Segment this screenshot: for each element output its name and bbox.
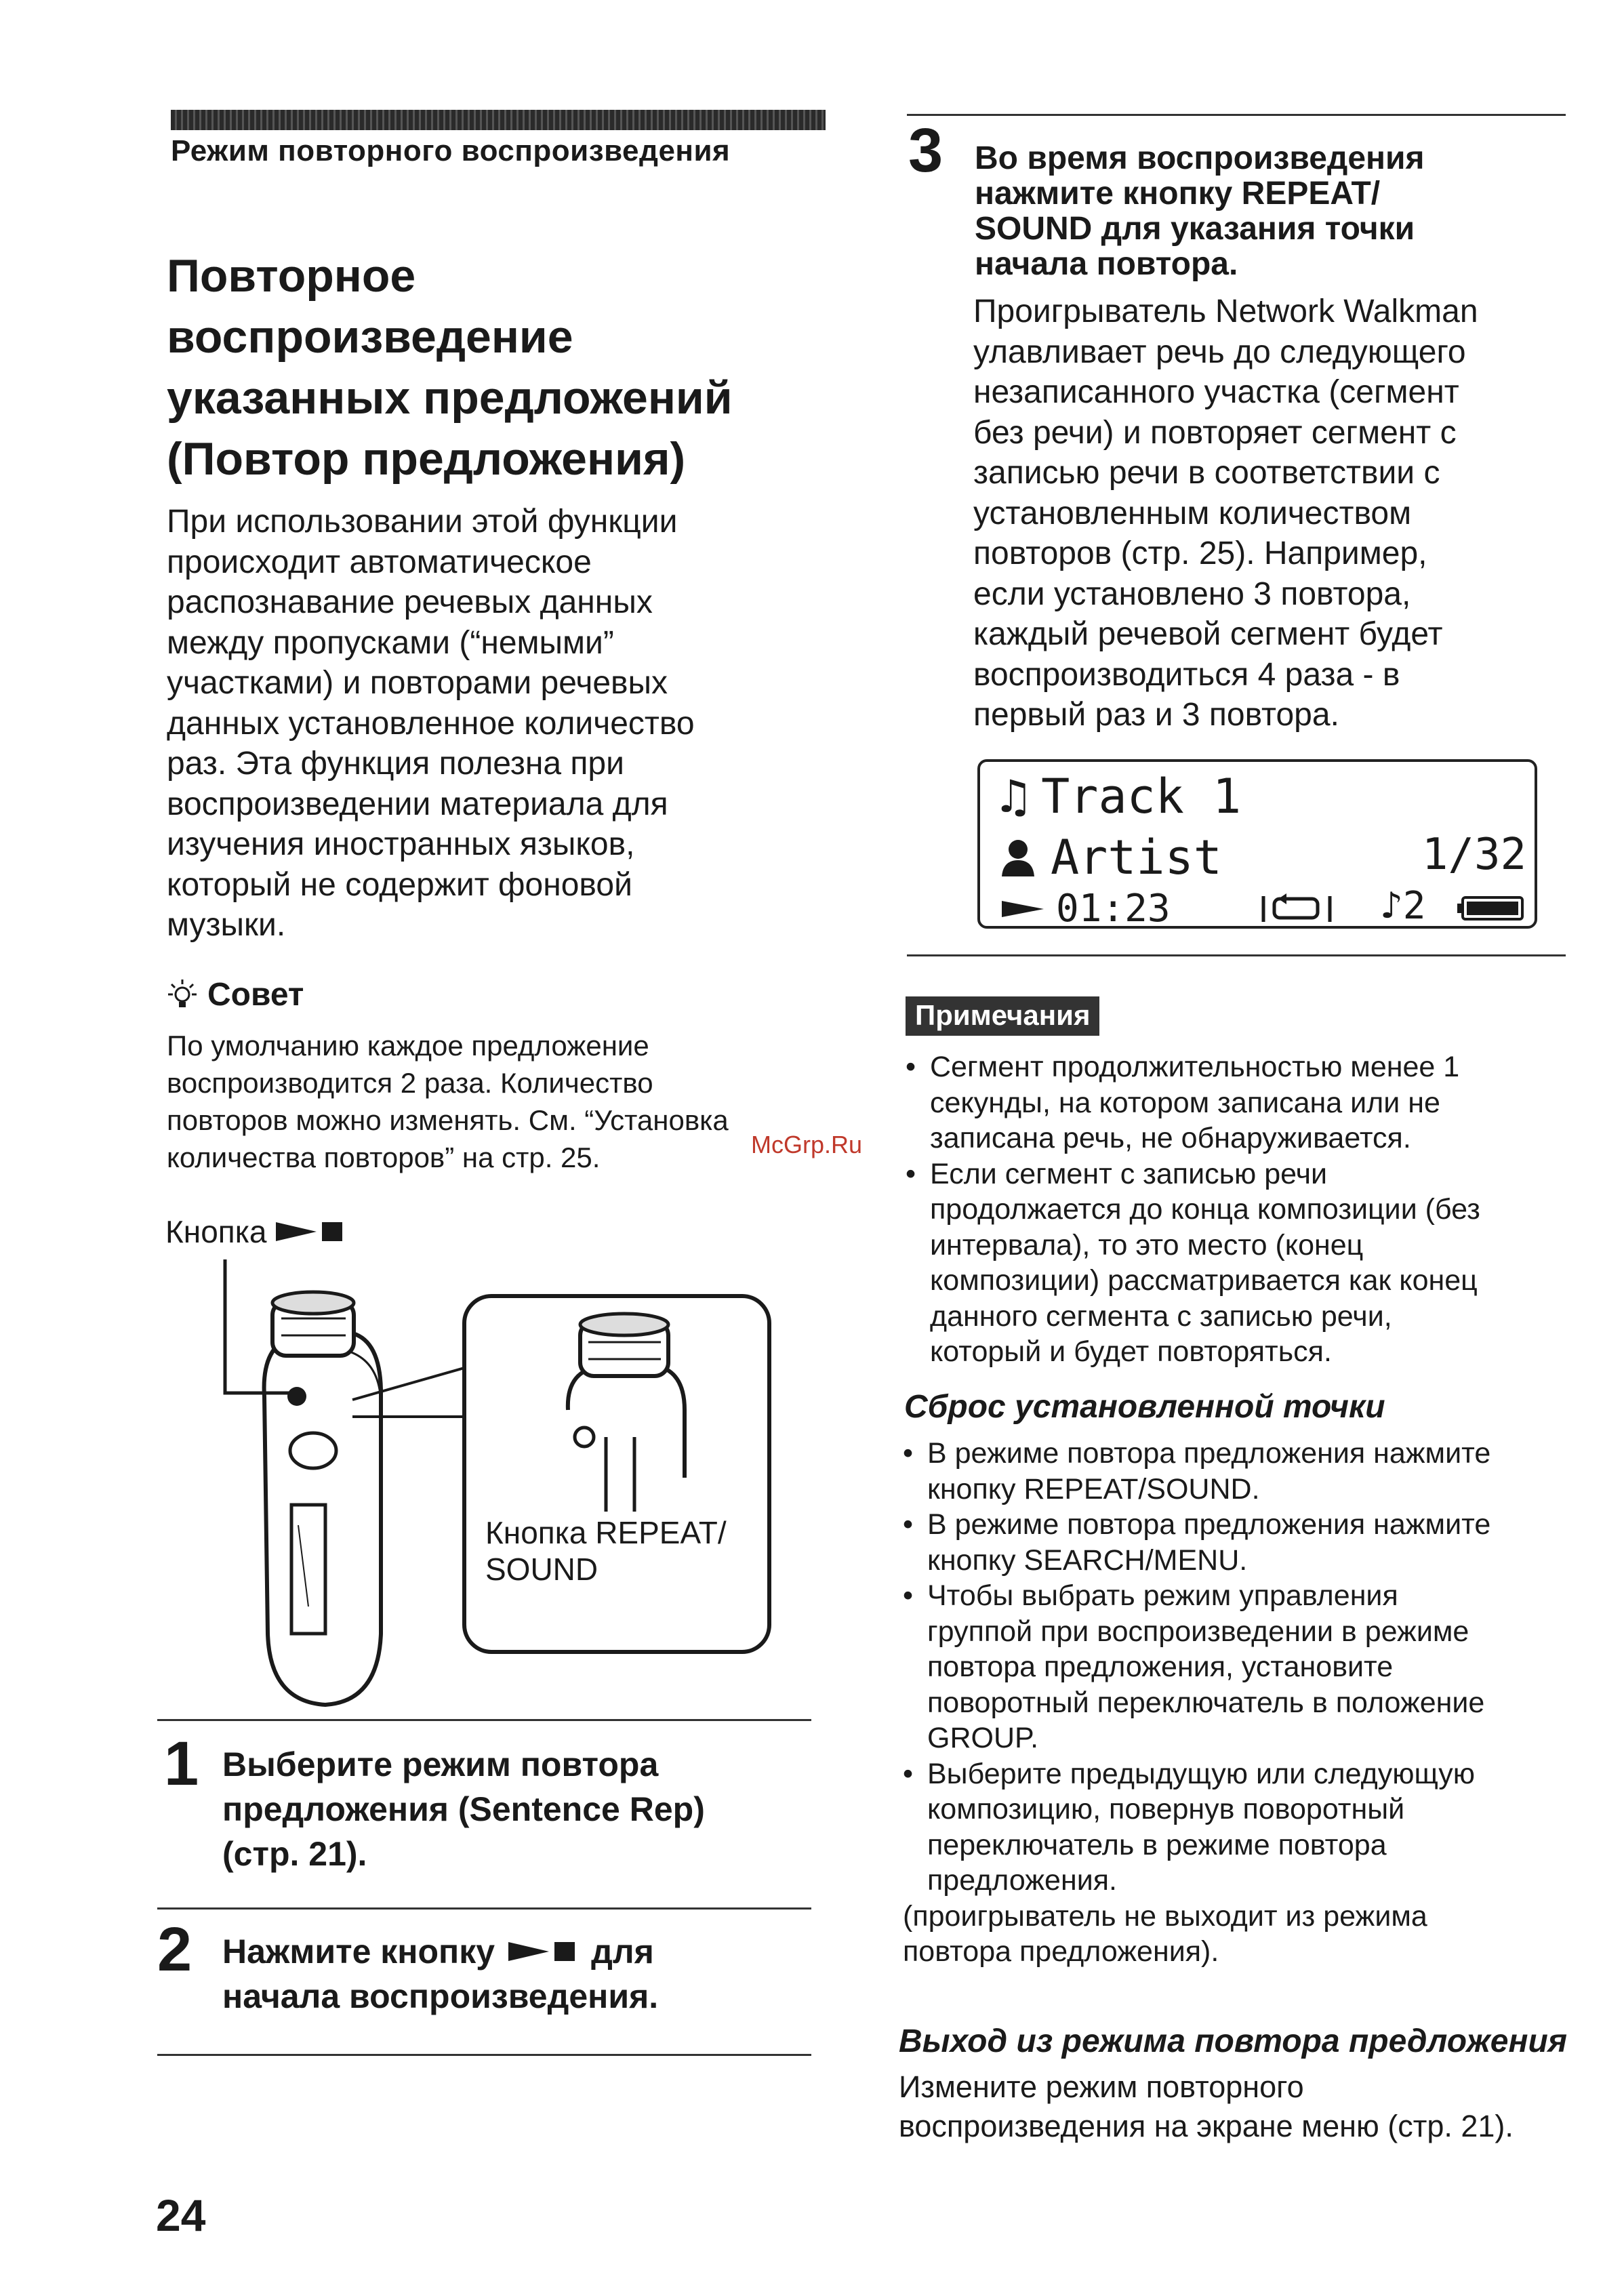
lightbulb-icon bbox=[167, 978, 198, 1012]
tip-line: воспроизводится 2 раза. Количество bbox=[167, 1067, 653, 1099]
reset-list bbox=[903, 1436, 1490, 1970]
reset-item-line: • В режиме повтора предложения нажмите bbox=[927, 1437, 1491, 1470]
lcd-track-title: Track 1 bbox=[1041, 769, 1242, 824]
step-2-text bbox=[222, 1929, 658, 2019]
notes-item-line: записана речь, не обнаруживается. bbox=[930, 1122, 1411, 1154]
tip-line: повторов можно изменять. См. “Установка bbox=[167, 1104, 729, 1136]
step-divider bbox=[157, 2054, 811, 2056]
step-divider bbox=[157, 1907, 811, 1910]
lcd-status-row bbox=[999, 887, 1171, 931]
reset-item-line: кнопку SEARCH/MENU. bbox=[927, 1543, 1248, 1577]
tip-line: По умолчанию каждое предложение bbox=[167, 1030, 649, 1062]
notes-item-line: • Если сегмент с записью речи bbox=[930, 1157, 1328, 1190]
reset-item-line: • В режиме повтора предложения нажмите bbox=[927, 1508, 1491, 1541]
reset-item-line: поворотный переключатель в положение bbox=[927, 1686, 1485, 1719]
lcd-artist-row bbox=[999, 830, 1222, 885]
section-divider bbox=[907, 954, 1566, 956]
reset-item-line: • Выберите предыдущую или следующую bbox=[927, 1757, 1476, 1790]
lcd-track-count: 1/32 bbox=[1421, 830, 1526, 880]
main-title-line: Повторное bbox=[167, 250, 416, 302]
step-1-line: предложения (Sentence Rep) bbox=[222, 1790, 705, 1828]
step-1-text bbox=[222, 1742, 705, 1876]
exit-line: Измените режим повторного bbox=[899, 2069, 1304, 2104]
repeat-button-label-line: Кнопка REPEAT/ bbox=[485, 1515, 727, 1550]
step-divider bbox=[157, 1719, 811, 1721]
repeat-button-label bbox=[485, 1514, 727, 1588]
step-3-body-line: незаписанного участка (сегмент bbox=[973, 374, 1459, 410]
intro-line: распознавание речевых данных bbox=[167, 584, 653, 620]
lcd-display bbox=[977, 759, 1537, 929]
step-3-body-line: воспроизводиться 4 раза - в bbox=[973, 656, 1400, 693]
intro-line: изучения иностранных языков, bbox=[167, 826, 635, 862]
note-icon: ♪ bbox=[1380, 884, 1403, 928]
reset-item-line: • Чтобы выбрать режим управления bbox=[927, 1579, 1398, 1612]
device-body bbox=[264, 1332, 381, 1705]
step-1-line: Выберите режим повтора bbox=[222, 1745, 659, 1783]
lcd-repeat-count: 2 bbox=[1402, 884, 1426, 928]
lcd-time: 01:23 bbox=[1056, 887, 1171, 931]
main-title-line: воспроизведение bbox=[167, 311, 573, 363]
device-illustration bbox=[197, 1254, 793, 1729]
step-3-body-line: каждый речевой сегмент будет bbox=[973, 616, 1443, 652]
step-3-heading-line: нажмите кнопку REPEAT/ bbox=[975, 176, 1381, 211]
reset-item bbox=[903, 1756, 1490, 1899]
notes-item-line: • Сегмент продолжительностью менее 1 bbox=[930, 1051, 1460, 1083]
reset-item-line: композицию, повернув поворотный bbox=[927, 1793, 1405, 1825]
step-3-body-line: установленным количеством bbox=[973, 495, 1412, 531]
exit-line: воспроизведения на экране меню (стр. 21). bbox=[899, 2109, 1514, 2143]
tip-heading bbox=[167, 976, 304, 1013]
play-button-label-text: Кнопка bbox=[165, 1214, 267, 1249]
step-3-body-line: Проигрыватель Network Walkman bbox=[973, 294, 1478, 329]
intro-line: раз. Эта функция полезна при bbox=[167, 746, 624, 782]
reset-after-line: повтора предложения). bbox=[903, 1935, 1219, 1968]
play-button-label bbox=[165, 1213, 348, 1250]
lcd-artist-name: Artist bbox=[1051, 830, 1222, 885]
reset-item-line: группой при воспроизведении в режиме bbox=[927, 1615, 1469, 1648]
step-3-body-line: улавливает речь до следующего bbox=[973, 334, 1466, 370]
exit-text bbox=[899, 2067, 1514, 2146]
watermark: McGrp.Ru bbox=[751, 1131, 863, 1158]
step-divider bbox=[907, 114, 1566, 116]
notes-item-line: продолжается до конца композиции (без bbox=[930, 1193, 1480, 1226]
intro-line: происходит автоматическое bbox=[167, 544, 592, 580]
notes-item-line: секунды, на котором записана или не bbox=[930, 1086, 1440, 1119]
step-3-body-line: первый раз и 3 повтора. bbox=[973, 697, 1339, 733]
intro-line: между пропусками (“немыми” bbox=[167, 624, 614, 661]
reset-item-line: кнопку REPEAT/SOUND. bbox=[927, 1472, 1260, 1506]
reset-item bbox=[903, 1578, 1490, 1756]
notes-item bbox=[906, 1049, 1480, 1156]
tip-text bbox=[167, 1027, 814, 1176]
intro-line: который не содержит фоновой bbox=[167, 866, 632, 903]
music-note-icon: ♫ bbox=[999, 769, 1028, 824]
notes-item-line: который и будет повторяться. bbox=[930, 1335, 1332, 1368]
step-3-body-line: записью речи в соответствии с bbox=[973, 455, 1440, 491]
step-3-body-line: без речи) и повторяет сегмент с bbox=[973, 414, 1457, 451]
step-2-number: 2 bbox=[157, 1915, 192, 1984]
reset-item bbox=[903, 1507, 1490, 1578]
intro-line: музыки. bbox=[167, 907, 286, 943]
notes-item bbox=[906, 1156, 1480, 1370]
main-title-line: (Повтор предложения) bbox=[167, 433, 686, 485]
tip-heading-text: Совет bbox=[207, 977, 304, 1013]
notes-list bbox=[906, 1049, 1480, 1370]
step-2-suffix: для bbox=[591, 1933, 654, 1971]
reset-item-line: предложения. bbox=[927, 1864, 1117, 1897]
notes-badge: Примечания bbox=[906, 996, 1099, 1036]
step-1-number: 1 bbox=[164, 1729, 199, 1798]
step-3-body bbox=[973, 291, 1478, 735]
intro-line: воспроизведении материала для bbox=[167, 786, 668, 822]
intro-line: данных установленное количество bbox=[167, 705, 695, 742]
reset-item-line: переключатель в режиме повтора bbox=[927, 1828, 1387, 1861]
play-button-dot bbox=[287, 1387, 306, 1406]
step-3-heading-line: начала повтора. bbox=[975, 246, 1238, 282]
step-2-prefix: Нажмите кнопку bbox=[222, 1933, 495, 1971]
play-icon bbox=[999, 895, 1047, 923]
tip-line: количества повторов” на стр. 25. bbox=[167, 1142, 601, 1173]
step-3-heading-line: SOUND для указания точки bbox=[975, 211, 1415, 247]
lcd-track-row bbox=[999, 769, 1241, 824]
reset-after-text bbox=[903, 1899, 1490, 1970]
reset-item-line: повтора предложения, установите bbox=[927, 1651, 1394, 1683]
lcd-repeat-count-row bbox=[1380, 884, 1425, 928]
repeat-button-label-line: SOUND bbox=[485, 1552, 598, 1587]
step-1-line: (стр. 21). bbox=[222, 1835, 367, 1873]
notes-item-line: интервала), то это место (конец bbox=[930, 1228, 1364, 1261]
notes-item-line: композиции) рассматривается как конец bbox=[930, 1264, 1478, 1297]
intro-line: участками) и повторами речевых bbox=[167, 665, 668, 701]
step-3-body-line: если установлено 3 повтора, bbox=[973, 575, 1411, 612]
notes-item-line: данного сегмента с записью речи, bbox=[930, 1299, 1392, 1333]
play-stop-icon bbox=[273, 1218, 348, 1245]
repeat-sentence-icon bbox=[1259, 892, 1334, 925]
step-2-line bbox=[222, 1929, 658, 1974]
section-title: Режим повторного воспроизведения bbox=[171, 134, 731, 167]
reset-item-line: GROUP. bbox=[927, 1722, 1039, 1754]
device-display bbox=[291, 1505, 325, 1634]
main-title bbox=[167, 245, 814, 489]
intro-paragraph bbox=[167, 502, 814, 946]
main-title-line: указанных предложений bbox=[167, 372, 733, 424]
battery-icon bbox=[1457, 895, 1525, 922]
reset-heading: Сброс установленной точки bbox=[904, 1389, 1385, 1425]
reset-after-line: (проигрыватель не выходит из режима bbox=[903, 1899, 1427, 1933]
step-3-body-line: повторов (стр. 25). Например, bbox=[973, 536, 1427, 571]
section-header-bar bbox=[171, 110, 826, 130]
intro-line: При использовании этой функции bbox=[167, 504, 678, 540]
exit-heading: Выход из режима повтора предложения bbox=[899, 2023, 1568, 2059]
play-stop-icon bbox=[506, 1938, 580, 1965]
step-3-number: 3 bbox=[908, 116, 943, 185]
page-number: 24 bbox=[156, 2190, 206, 2240]
reset-item bbox=[903, 1436, 1490, 1507]
artist-icon bbox=[999, 837, 1037, 878]
step-2-line: начала воспроизведения. bbox=[222, 1977, 659, 2015]
step-3-heading bbox=[975, 141, 1425, 282]
step-3-heading-line: Во время воспроизведения bbox=[975, 140, 1425, 176]
